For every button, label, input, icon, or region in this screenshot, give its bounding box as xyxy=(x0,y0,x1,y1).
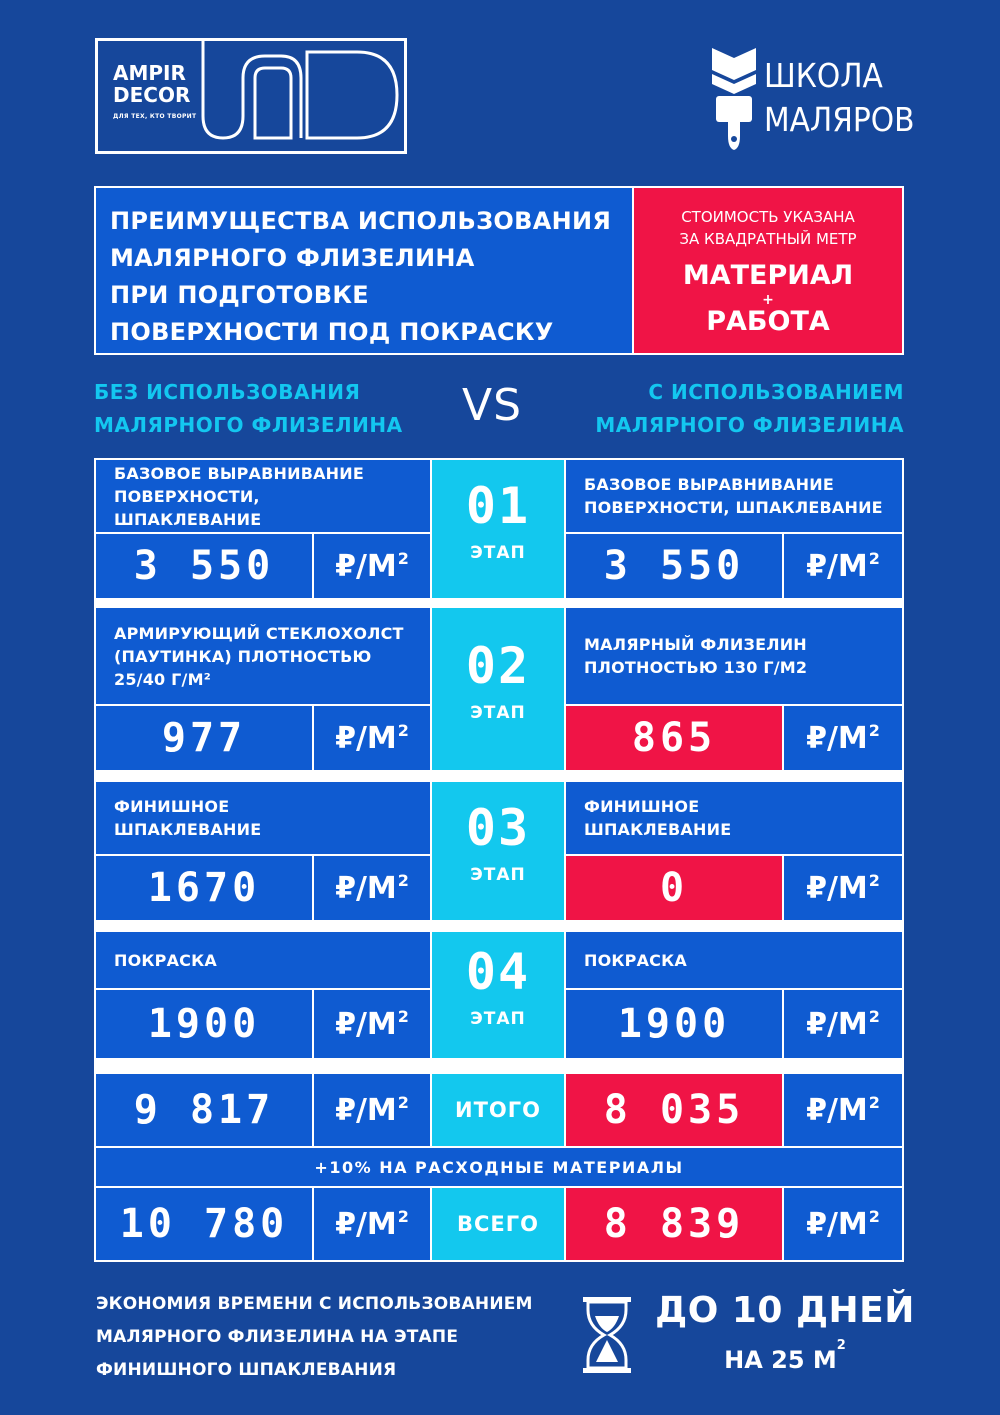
unit-sup: 2 xyxy=(868,870,880,890)
description-line: БАЗОВОЕ ВЫРАВНИВАНИЕ xyxy=(114,463,364,483)
stage-3-right-value xyxy=(566,856,782,920)
description-line: ПОКРАСКА xyxy=(114,950,217,970)
price-value: 3 550 xyxy=(133,543,275,589)
stage-3-left-description xyxy=(96,782,430,854)
unit-sup: 2 xyxy=(868,1092,880,1112)
stage-2-marker xyxy=(432,608,564,770)
unit-text: ₽/М xyxy=(806,1092,868,1128)
description-line: ШПАКЛЕВАНИЕ xyxy=(114,820,262,839)
title-line-3: ПРИ ПОДГОТОВКЕ xyxy=(110,281,369,309)
stage-number: 01 xyxy=(465,477,531,535)
price-value: 10 780 xyxy=(119,1201,289,1247)
unit-sup: 2 xyxy=(397,548,409,568)
stage-4-left-unit xyxy=(314,990,430,1058)
unit-sup: 2 xyxy=(397,720,409,740)
stage-4-left-description xyxy=(96,932,430,988)
unit-text: ₽/М xyxy=(335,1092,397,1128)
stage-2-right-description xyxy=(566,608,902,704)
price-note xyxy=(634,206,902,250)
days-saved: ДО 10 ДНЕЙ xyxy=(655,1290,915,1331)
without-fleece-heading xyxy=(94,376,403,442)
stage-label: ЭТАП xyxy=(470,543,526,563)
description-line: ПОВЕРХНОСТИ, ШПАКЛЕВАНИЕ xyxy=(114,486,262,529)
without-fleece-line1: БЕЗ ИСПОЛЬЗОВАНИЯ xyxy=(94,380,361,404)
stage-label: ЭТАП xyxy=(470,1009,526,1029)
without-fleece-line2: МАЛЯРНОГО ФЛИЗЕЛИНА xyxy=(94,413,403,437)
stage-3-left-unit xyxy=(314,856,430,920)
description-line: 25/40 Г/М² xyxy=(114,669,211,689)
price-value: 9 817 xyxy=(133,1087,275,1133)
unit-text: ₽/М xyxy=(335,1006,397,1042)
title-line-2: МАЛЯРНОГО ФЛИЗЕЛИНА xyxy=(110,244,475,272)
stage-2-right-unit xyxy=(784,706,902,770)
price-note-line2: ЗА КВАДРАТНЫЙ МЕТР xyxy=(679,230,857,248)
total-left-value xyxy=(96,1188,312,1260)
total-label xyxy=(432,1188,564,1260)
consumables-note-text: +10% НА РАСХОДНЫЕ МАТЕРИАЛЫ xyxy=(314,1157,684,1177)
stage-1-right-value xyxy=(566,534,782,598)
stage-1-right-description xyxy=(566,460,902,532)
with-fleece-line1: С ИСПОЛЬЗОВАНИЕМ xyxy=(648,380,904,404)
stage-label: ЭТАП xyxy=(470,703,526,723)
unit-text: ₽/М xyxy=(335,720,397,756)
stage-label: ЭТАП xyxy=(470,865,526,885)
area-text: НА 25 М xyxy=(724,1346,837,1374)
stage-2-left-value xyxy=(96,706,312,770)
stage-1-right-unit xyxy=(784,534,902,598)
subtotal-label xyxy=(432,1074,564,1146)
stage-4-left-value xyxy=(96,990,312,1058)
ampir-logo-line1: AMPIR xyxy=(113,61,186,85)
stage-4-right-description xyxy=(566,932,902,988)
unit-sup: 2 xyxy=(397,870,409,890)
vs-label: VS xyxy=(462,380,523,431)
stage-3-left-value xyxy=(96,856,312,920)
unit-sup: 2 xyxy=(868,1006,880,1026)
price-note-line1: СТОИМОСТЬ УКАЗАНА xyxy=(681,208,855,226)
with-fleece-line2: МАЛЯРНОГО ФЛИЗЕЛИНА xyxy=(595,413,904,437)
total-left-unit xyxy=(314,1188,430,1260)
stage-3-right-unit xyxy=(784,856,902,920)
unit-sup: 2 xyxy=(868,548,880,568)
stage-4-right-value xyxy=(566,990,782,1058)
unit-text: ₽/М xyxy=(806,870,868,906)
stage-1-left-value xyxy=(96,534,312,598)
unit-text: ₽/М xyxy=(806,1006,868,1042)
unit-text: ₽/М xyxy=(335,548,397,584)
description-line: (ПАУТИНКА) ПЛОТНОСТЬЮ xyxy=(114,646,372,666)
ampir-logo-tagline: ДЛЯ ТЕХ, КТО ТВОРИТ xyxy=(113,113,197,120)
description-line: БАЗОВОЕ ВЫРАВНИВАНИЕ xyxy=(584,475,834,494)
stage-1-marker xyxy=(432,460,564,598)
time-saving-line1: ЭКОНОМИЯ ВРЕМЕНИ С ИСПОЛЬЗОВАНИЕМ xyxy=(96,1294,533,1314)
price-info-panel xyxy=(632,188,902,353)
total-right-value xyxy=(566,1188,782,1260)
area-label xyxy=(640,1338,930,1374)
stage-3-marker xyxy=(432,782,564,920)
price-value: 865 xyxy=(631,715,717,761)
stage-1-left-description xyxy=(96,460,430,532)
stage-4-right-unit xyxy=(784,990,902,1058)
hourglass-icon xyxy=(582,1296,632,1374)
total-label-text: ВСЕГО xyxy=(457,1212,539,1236)
description-line: ФИНИШНОЕ xyxy=(114,797,230,816)
unit-sup: 2 xyxy=(397,1092,409,1112)
unit-sup: 2 xyxy=(868,1206,880,1226)
title-line-4: ПОВЕРХНОСТИ ПОД ПОКРАСКУ xyxy=(110,318,554,346)
subtotal-left-value xyxy=(96,1074,312,1146)
unit-sup: 2 xyxy=(868,720,880,740)
unit-text: ₽/М xyxy=(806,548,868,584)
total-right-unit xyxy=(784,1188,902,1260)
price-value: 0 xyxy=(659,865,689,911)
subtotal-label-text: ИТОГО xyxy=(455,1098,541,1122)
price-value: 1670 xyxy=(147,865,261,911)
time-saving-line2: МАЛЯРНОГО ФЛИЗЕЛИНА НА ЭТАПЕ xyxy=(96,1327,459,1347)
unit-text: ₽/М xyxy=(806,720,868,756)
stage-number: 02 xyxy=(465,637,531,695)
stage-2-right-value xyxy=(566,706,782,770)
description-line: ШПАКЛЕВАНИЕ xyxy=(584,820,732,839)
stage-1-left-unit xyxy=(314,534,430,598)
subtotal-right-unit xyxy=(784,1074,902,1146)
with-fleece-heading xyxy=(595,376,904,442)
stage-number: 03 xyxy=(465,799,531,857)
paintbrush-book-icon xyxy=(708,44,764,154)
material-label: МАТЕРИАЛ xyxy=(682,260,854,291)
plus-sign: + xyxy=(762,292,774,308)
ampir-decor-logo xyxy=(95,38,407,154)
ampir-logo-line2: DECOR xyxy=(113,83,191,107)
description-line: ФИНИШНОЕ xyxy=(584,797,700,816)
price-value: 1900 xyxy=(617,1001,731,1047)
unit-sup: 2 xyxy=(397,1206,409,1226)
unit-text: ₽/М xyxy=(335,870,397,906)
unit-text: ₽/М xyxy=(806,1206,868,1242)
price-value: 3 550 xyxy=(603,543,745,589)
work-label: РАБОТА xyxy=(706,306,830,337)
stage-4-marker xyxy=(432,932,564,1058)
description-line: ПОВЕРХНОСТИ, ШПАКЛЕВАНИЕ xyxy=(584,498,883,517)
price-value: 8 035 xyxy=(603,1087,745,1133)
subtotal-right-value xyxy=(566,1074,782,1146)
description-line: ПОКРАСКА xyxy=(584,950,687,970)
school-logo-line2: МАЛЯРОВ xyxy=(764,100,915,139)
price-value: 1900 xyxy=(147,1001,261,1047)
time-saving-note xyxy=(96,1288,533,1387)
subtotal-left-unit xyxy=(314,1074,430,1146)
price-value: 977 xyxy=(161,715,247,761)
unit-text: ₽/М xyxy=(335,1206,397,1242)
title-panel xyxy=(96,188,632,353)
school-logo xyxy=(708,44,915,154)
unit-sup: 2 xyxy=(397,1006,409,1026)
description-line: МАЛЯРНЫЙ ФЛИЗЕЛИН xyxy=(584,635,807,654)
time-saving-line3: ФИНИШНОГО ШПАКЛЕВАНИЯ xyxy=(96,1360,397,1380)
stage-number: 04 xyxy=(465,943,531,1001)
title-block xyxy=(94,186,904,355)
description-line: АРМИРУЮЩИЙ СТЕКЛОХОЛСТ xyxy=(114,623,404,643)
stage-2-left-unit xyxy=(314,706,430,770)
comparison-table xyxy=(94,458,904,1262)
consumables-note xyxy=(96,1148,902,1186)
stage-2-left-description xyxy=(96,608,430,704)
description-line: ПЛОТНОСТЬЮ 130 Г/М2 xyxy=(584,658,808,677)
title-line-1: ПРЕИМУЩЕСТВА ИСПОЛЬЗОВАНИЯ xyxy=(110,207,612,235)
price-value: 8 839 xyxy=(603,1201,745,1247)
school-logo-line1: ШКОЛА xyxy=(764,56,883,95)
stage-3-right-description xyxy=(566,782,902,854)
area-sup: 2 xyxy=(836,1338,846,1353)
